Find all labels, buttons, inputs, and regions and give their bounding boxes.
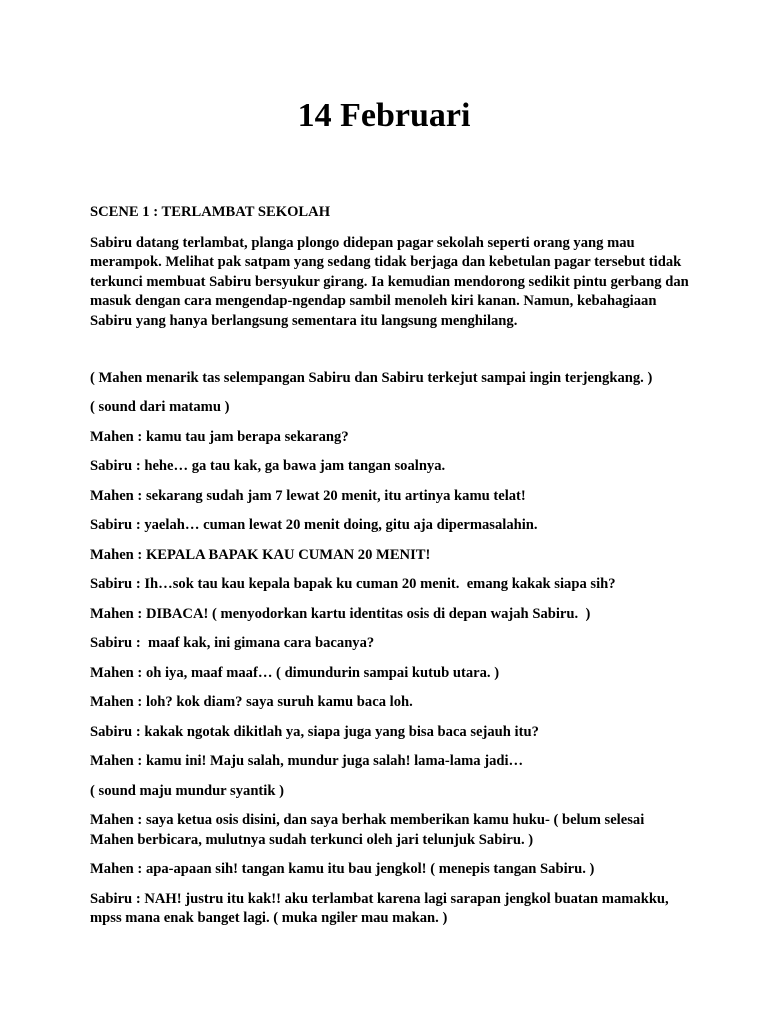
dialogue-line: Mahen : KEPALA BAPAK KAU CUMAN 20 MENIT! [90, 546, 431, 563]
dialogue-line: Mahen : apa-apaan sih! tangan kamu itu bau jengkol! ( menepis tangan Sabiru. ) [90, 861, 595, 878]
dialogue-line: Mahen : sekarang sudah jam 7 lewat 20 menit, itu artinya kamu telat! [90, 487, 526, 504]
dialogue-line: Sabiru : kakak ngotak dikitlah ya, siapa juga yang bisa baca sejauh itu? [90, 723, 539, 740]
dialogue-line: ( Mahen menarik tas selempangan Sabiru dan Sabiru terkejut sampai ingin terjengkang. ) [90, 370, 653, 386]
dialogue-line: Mahen : oh iya, maaf maaf… ( dimundurin sampai kutub utara. ) [90, 664, 500, 681]
dialogue-line: Mahen : DIBACA! ( menyodorkan kartu identitas osis di depan wajah Sabiru. ) [90, 605, 591, 622]
scene-heading: SCENE 1 : TERLAMBAT SEKOLAH [90, 204, 331, 220]
dialogue-line: Sabiru : Ih…sok tau kau kepala bapak ku cuman 20 menit. emang kakak siapa sih? [90, 576, 616, 593]
dialogue-line: Sabiru : NAH! justru itu kak!! aku terlambat karena lagi sarapan jengkol buatan mamakku, mpss mana enak banget lagi. ( muka ngiler mau makan. ) [90, 890, 673, 927]
document-title: 14 Februari [297, 97, 471, 134]
dialogue-line: Mahen : saya ketua osis disini, dan saya berhak memberikan kamu huku- ( belum selesai Mahen berbicara, mulutnya sudah terkunci oleh jari telunjuk Sabiru. ) [90, 812, 648, 848]
dialogue-line: Mahen : loh? kok diam? saya suruh kamu baca loh. [90, 694, 413, 711]
dialogue-line: ( sound dari matamu ) [90, 399, 230, 416]
dialogue-line: Sabiru : maaf kak, ini gimana cara bacanya? [90, 635, 375, 652]
scene-intro [90, 203, 690, 332]
narration-paragraph: Sabiru datang terlambat, planga plongo didepan pagar sekolah seperti orang yang mau merampok. Melihat pak satpam yang sedang tidak berjaga dan kebetulan pagar tersebut tidak terkunci membuat Sabiru bersyukur girang. Ia kemudian mendorong sedikit pintu gerbang dan masuk dengan cara mengendap-ngendap sambil menoleh kiri kanan. Namun, kebahagiaan Sabiru yang hanya berlangsung sementara itu langsung menghilang. [90, 234, 689, 329]
dialogue-line: Mahen : kamu ini! Maju salah, mundur juga salah! lama-lama jadi… [90, 753, 524, 770]
dialogue-list [90, 369, 690, 939]
dialogue-line: Sabiru : yaelah… cuman lewat 20 menit doing, gitu aja dipermasalahin. [90, 517, 538, 534]
dialogue-line: ( sound maju mundur syantik ) [90, 782, 284, 799]
dialogue-line: Mahen : kamu tau jam berapa sekarang? [90, 428, 349, 445]
dialogue-line: Sabiru : hehe… ga tau kak, ga bawa jam tangan soalnya. [90, 458, 446, 475]
